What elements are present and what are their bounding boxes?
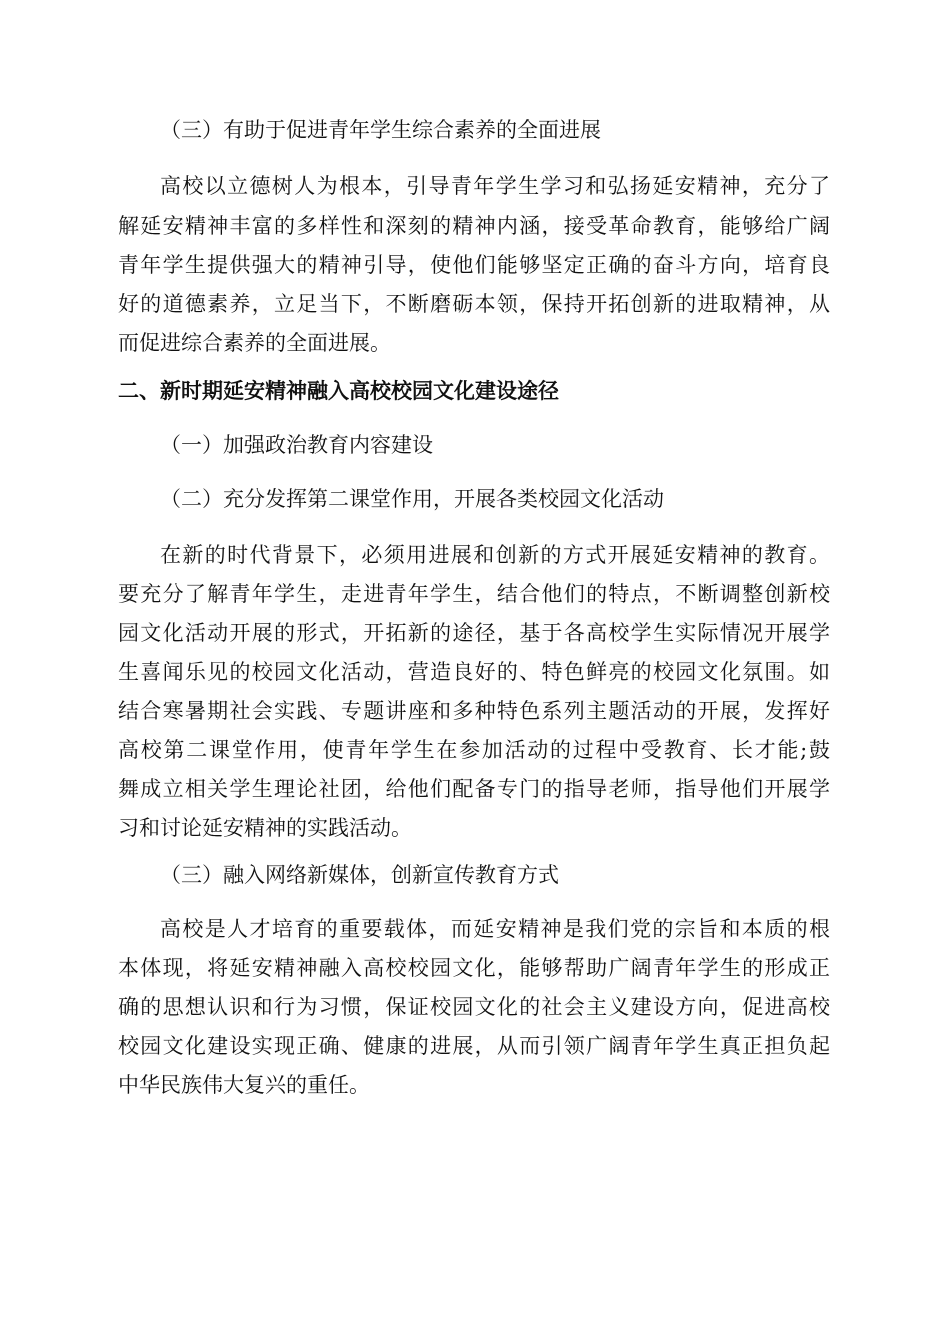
paragraph-line: 结合寒暑期社会实践、专题讲座和多种特色系列主题活动的开展，发挥好 (118, 699, 830, 723)
paragraph-line: 舞成立相关学生理论社团，给他们配备专门的指导老师，指导他们开展学 (118, 777, 830, 801)
paragraph-line: 在新的时代背景下，必须用进展和创新的方式开展延安精神的教育。 (160, 543, 830, 567)
paragraph-line: 解延安精神丰富的多样性和深刻的精神内涵，接受革命教育，能够给广阔 (118, 214, 830, 238)
paragraph-line: 生喜闻乐见的校园文化活动，营造良好的、特色鲜亮的校园文化氛围。如 (118, 660, 830, 684)
subheading-1-politics: （一）加强政治教育内容建设 (160, 433, 433, 457)
subheading-3-literacy: （三）有助于促进青年学生综合素养的全面进展 (160, 118, 601, 142)
paragraph-line: 习和讨论延安精神的实践活动。 (118, 816, 412, 840)
paragraph-line: 校园文化建设实现正确、健康的进展，从而引领广阔青年学生真正担负起 (118, 1034, 830, 1058)
paragraph-line: 中华民族伟大复兴的重任。 (118, 1073, 370, 1097)
paragraph-line: 本体现，将延安精神融入高校校园文化，能够帮助广阔青年学生的形成正 (118, 956, 830, 980)
section-heading: 二、新时期延安精神融入高校校园文化建设途径 (118, 379, 559, 403)
paragraph-line: 确的思想认识和行为习惯，保证校园文化的社会主义建设方向，促进高校 (118, 995, 830, 1019)
paragraph-line: 高校是人才培育的重要载体，而延安精神是我们党的宗旨和本质的根 (160, 917, 830, 941)
paragraph-line: 高校第二课堂作用，使青年学生在参加活动的过程中受教育、长才能;鼓 (118, 738, 830, 762)
paragraph-line: 而促进综合素养的全面进展。 (118, 331, 391, 355)
subheading-3-new-media: （三）融入网络新媒体，创新宣传教育方式 (160, 863, 559, 887)
subheading-2-second-classroom: （二）充分发挥第二课堂作用，开展各类校园文化活动 (160, 487, 664, 511)
paragraph-line: 青年学生提供强大的精神引导，使他们能够坚定正确的奋斗方向，培育良 (118, 253, 830, 277)
paragraph-line: 园文化活动开展的形式，开拓新的途径，基于各高校学生实际情况开展学 (118, 621, 830, 645)
paragraph-line: 要充分了解青年学生，走进青年学生，结合他们的特点，不断调整创新校 (118, 582, 830, 606)
paragraph-line: 高校以立德树人为根本，引导青年学生学习和弘扬延安精神，充分了 (160, 174, 830, 198)
paragraph-line: 好的道德素养，立足当下，不断磨砺本领，保持开拓创新的进取精神，从 (118, 292, 830, 316)
